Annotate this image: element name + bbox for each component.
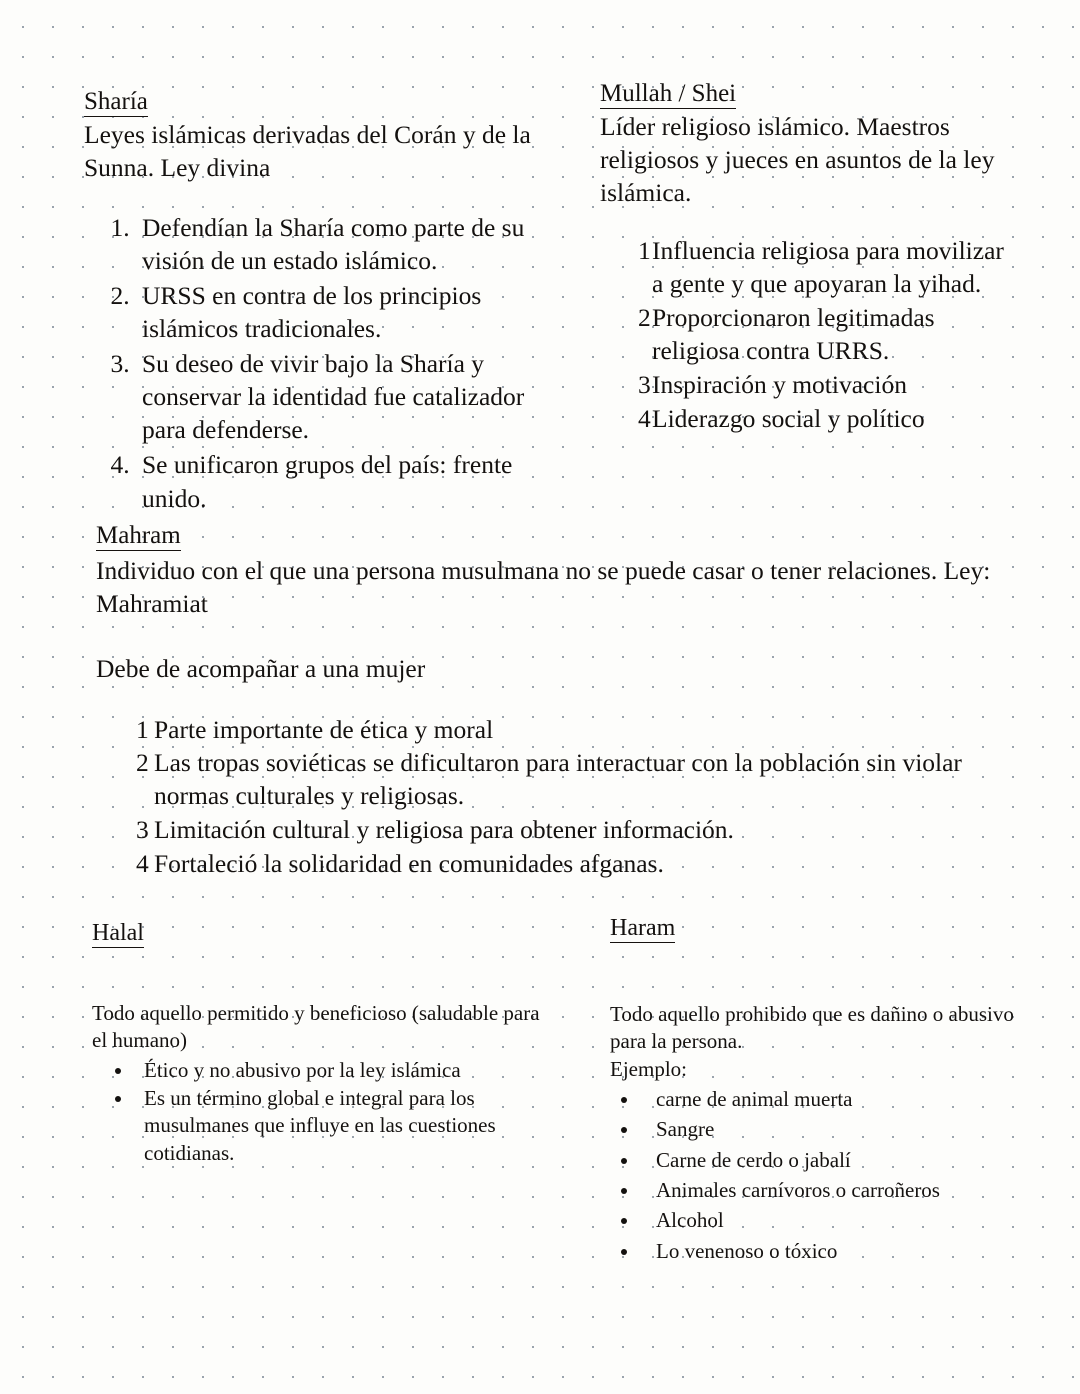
- list-item-text: Parte importante de ética y moral: [154, 714, 494, 744]
- list-item-number: 2: [136, 748, 149, 778]
- list-item-text: Liderazgo social y político: [652, 403, 925, 433]
- list-item: [96, 814, 1026, 847]
- list-item-number: 4: [638, 403, 651, 433]
- mahram-heading-text: Mahram: [96, 523, 181, 551]
- list-item: • Carne de cerdo o jabalí: [640, 1147, 1040, 1174]
- list-item: [600, 403, 1020, 436]
- list-item: • carne de animal muerta: [640, 1086, 1040, 1113]
- list-item: • Ético y no abusivo por la ley islámica: [134, 1057, 552, 1084]
- mahram-subtitle: Debe de acompañar a una mujer: [96, 653, 426, 683]
- list-item: • Sangre: [640, 1116, 1040, 1143]
- list-item-text: Limitación cultural y religiosa para obtener información.: [154, 815, 734, 845]
- sharia-list: [84, 211, 554, 515]
- list-item: [600, 235, 1020, 301]
- halal-heading: [92, 920, 552, 948]
- list-item: 3. Su deseo de vivir bajo la Sharía y conservar la identidad fue catalizador para defenderse.: [136, 347, 554, 446]
- list-item-text: Proporcionaron legitimadas religiosa contra URRS.: [652, 302, 935, 365]
- section-halal: [92, 920, 552, 1168]
- list-item-text: Fortaleció la solidaridad en comunidades afganas.: [154, 849, 664, 879]
- list-item: • Lo venenoso o tóxico: [640, 1238, 1040, 1265]
- sharia-definition: Leyes islámicas derivadas del Corán y de la Sunna. Ley divina: [84, 120, 531, 182]
- list-item: [96, 747, 1026, 813]
- list-item: • Alcohol: [640, 1207, 1040, 1234]
- list-item: 2. URSS en contra de los principios islámicos tradicionales.: [136, 279, 554, 345]
- mullah-heading-text: Mullah / Shei: [600, 81, 736, 109]
- list-item: [600, 369, 1020, 402]
- haram-heading-text: Haram: [610, 916, 675, 943]
- section-mahram: [96, 522, 1026, 882]
- list-item: [96, 714, 1026, 747]
- section-sharia: [84, 88, 554, 517]
- list-item-number: 2: [638, 302, 651, 332]
- mahram-list: [96, 714, 1026, 881]
- list-item: • Es un término global e integral para los musulmanes que influye en las cuestiones cotidianas.: [134, 1085, 552, 1167]
- mullah-heading: [600, 80, 1020, 109]
- list-item-number: 1: [638, 236, 651, 266]
- haram-example-label: Ejemplo:: [610, 1056, 687, 1081]
- list-item-number: 1: [136, 714, 149, 744]
- list-item: [600, 302, 1020, 368]
- list-item-text: Influencia religiosa para movilizar a gente y que apoyaran la yihad.: [652, 236, 1004, 299]
- haram-definition: Todo aquello prohibido que es dañino o abusivo para la persona.: [610, 1002, 1014, 1054]
- section-mullah: [600, 80, 1020, 436]
- list-item: 4. Se unificaron grupos del país: frente unido.: [136, 448, 554, 514]
- halal-list: [92, 1057, 552, 1167]
- list-item-number: 3: [136, 815, 149, 845]
- list-item-number: 4: [136, 849, 149, 879]
- halal-heading-text: Halal: [92, 921, 144, 948]
- list-item-text: Inspiración y motivación: [652, 369, 907, 399]
- sharia-heading-text: Sharía: [84, 89, 148, 117]
- mahram-heading: [96, 522, 1026, 551]
- list-item: • Animales carnívoros o carroñeros: [640, 1177, 1040, 1204]
- mahram-definition: Individuo con el que una persona musulmana no se puede casar o tener relaciones. Ley: Mahramiat: [96, 556, 991, 619]
- section-haram: [610, 915, 1040, 1268]
- mullah-definition: Líder religioso islámico. Maestros religiosos y jueces en asuntos de la ley islámica.: [600, 112, 995, 207]
- mullah-list: [600, 235, 1020, 435]
- list-item: 1. Defendían la Sharía como parte de su visión de un estado islámico.: [136, 211, 554, 277]
- halal-definition: Todo aquello permitido y beneficioso (saludable para el humano): [92, 1001, 540, 1053]
- list-item: [96, 848, 1026, 881]
- list-item-number: 3: [638, 369, 651, 399]
- haram-list: [610, 1086, 1040, 1265]
- list-item-text: Las tropas soviéticas se dificultaron para interactuar con la población sin violar normas culturales y religiosas.: [154, 748, 962, 811]
- haram-heading: [610, 915, 1040, 943]
- sharia-heading: [84, 88, 554, 117]
